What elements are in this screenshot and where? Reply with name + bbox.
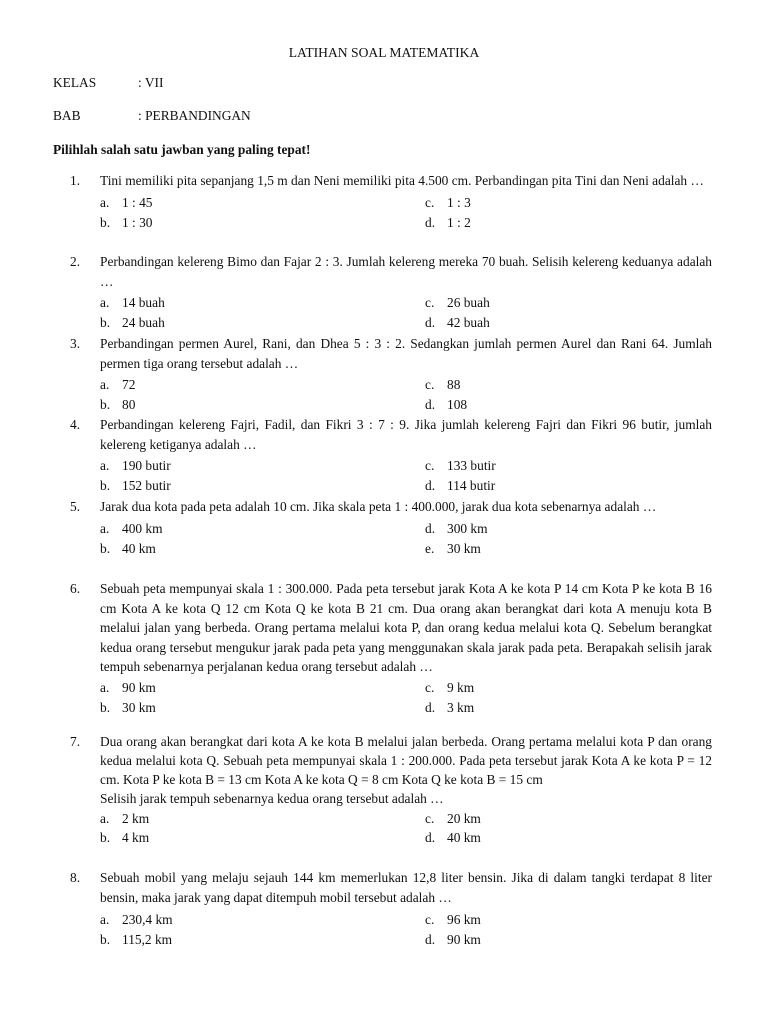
question-text: Sebuah mobil yang melaju sejauh 144 km memerlukan 12,8 liter bensin. Jika di dalam tangki terdapat 8 liter bensin, maka jarak yang dapat ditempuh mobil tersebut adalah … — [100, 870, 712, 905]
question-5 — [70, 497, 712, 559]
option-text: 24 buah — [122, 315, 165, 330]
bab-label: BAB — [53, 108, 81, 123]
option-text: 80 — [122, 397, 136, 412]
option-text: 133 butir — [447, 458, 496, 473]
option-text: 90 km — [122, 679, 156, 695]
options — [100, 678, 712, 716]
option-label: a. — [100, 811, 110, 826]
option-label: b. — [100, 830, 111, 845]
option-label: d. — [425, 699, 436, 715]
option-d — [425, 828, 481, 848]
option-label: c. — [425, 295, 435, 310]
option-label: d. — [425, 932, 436, 947]
option-label: a. — [100, 194, 110, 210]
option-a — [100, 375, 135, 395]
option-text: 1 : 3 — [447, 194, 471, 210]
question-6 — [70, 579, 712, 716]
option-text: 40 km — [122, 540, 156, 556]
option-label: d. — [425, 520, 436, 536]
question-1 — [70, 171, 712, 233]
option-text: 190 butir — [122, 458, 171, 473]
question-subtext: Selisih jarak tempuh sebenarnya kedua orang tersebut adalah … — [100, 791, 444, 806]
question-number: 1. — [70, 173, 81, 188]
instruction: Pilihlah salah satu jawban yang paling tepat! — [53, 142, 311, 157]
question-text: Tini memiliki pita sepanjang 1,5 m dan Neni memiliki pita 4.500 cm. Perbandingan pita Tini dan Neni adalah … — [100, 173, 704, 188]
question-8 — [70, 868, 712, 950]
option-c — [425, 293, 490, 313]
options — [100, 456, 712, 496]
option-b — [100, 539, 156, 559]
option-label: d. — [425, 830, 436, 845]
option-d — [425, 519, 488, 539]
option-b — [100, 313, 165, 333]
option-label: b. — [100, 315, 111, 330]
question-number: 7. — [70, 734, 81, 749]
options — [100, 293, 712, 333]
option-text: 152 butir — [122, 478, 171, 493]
option-b — [100, 476, 171, 496]
option-c — [425, 193, 471, 213]
option-b — [100, 395, 135, 415]
option-text: 115,2 km — [122, 932, 173, 947]
option-text: 96 km — [447, 912, 481, 927]
option-label: e. — [425, 540, 435, 556]
question-text: Perbandingan kelereng Fajri, Fadil, dan Fikri 3 : 7 : 9. Jika jumlah kelereng Fajri dan Fikri 96 butir, jumlah kelereng ketiganya adalah … — [100, 417, 712, 452]
option-label: c. — [425, 811, 435, 826]
question-4 — [70, 415, 712, 496]
option-text: 30 km — [447, 540, 481, 556]
option-a — [100, 678, 156, 698]
page-title: LATIHAN SOAL MATEMATIKA — [288, 45, 480, 60]
option-text: 300 km — [447, 520, 488, 536]
option-label: b. — [100, 540, 111, 556]
option-c — [425, 678, 474, 698]
bab-value: : PERBANDINGAN — [138, 108, 251, 123]
option-text: 4 km — [122, 830, 150, 845]
option-label: b. — [100, 214, 111, 230]
option-d — [425, 930, 481, 950]
question-3 — [70, 334, 712, 415]
question-number: 2. — [70, 254, 81, 269]
option-label: a. — [100, 377, 110, 392]
option-label: b. — [100, 932, 111, 947]
option-label: c. — [425, 194, 435, 210]
option-label: c. — [425, 912, 435, 927]
option-label: a. — [100, 520, 110, 536]
options — [100, 519, 712, 559]
option-a — [100, 193, 153, 213]
question-number: 4. — [70, 417, 81, 432]
options — [100, 809, 712, 847]
question-text: Dua orang akan berangkat dari kota A ke kota B melalui jalan berbeda. Orang pertama melalui kota P dan orang kedua melalui kota Q. Sebuah peta mempunyai skala 1 : 200.000. Pada peta tersebut jarak Kota A ke kota P = 12 cm. Kota P ke kota B = 13 cm Kota A ke kota Q = 8 cm Kota Q ke kota B = 15 cm — [100, 734, 712, 787]
option-label: c. — [425, 377, 435, 392]
options — [100, 375, 712, 415]
options — [100, 193, 712, 233]
option-b — [100, 698, 156, 718]
option-text: 88 — [447, 377, 461, 392]
question-text: Sebuah peta mempunyai skala 1 : 300.000. Pada peta tersebut jarak Kota A ke kota P 14 cm Kota P ke kota B 16 cm Kota A ke kota Q 12 cm Kota Q ke kota B 21 cm. Dua orang akan berangkat dari kota A menuju kota B melalui jalan yang berbeda. Orang pertama melalui kota P, dan orang kedua melalui kota Q. Sebelum berangkat kedua orang tersebut mengukur jarak pada peta yang menggunakan skala jarak pada peta. Berapakah selisih jarak tempuh sebenarnya perjalanan kedua orang tersebut adalah … — [100, 581, 712, 674]
option-text: 72 — [122, 377, 136, 392]
option-label: d. — [425, 315, 436, 330]
option-label: d. — [425, 214, 436, 230]
option-label: a. — [100, 295, 110, 310]
option-a — [100, 910, 173, 930]
option-c — [425, 375, 460, 395]
option-label: a. — [100, 912, 110, 927]
option-e — [425, 539, 481, 559]
option-label: a. — [100, 458, 110, 473]
option-a — [100, 293, 165, 313]
option-label: d. — [425, 478, 436, 493]
option-a — [100, 809, 149, 829]
option-text: 3 km — [447, 699, 475, 715]
option-d — [425, 213, 471, 233]
kelas-value: : VII — [138, 75, 164, 90]
option-d — [425, 395, 467, 415]
option-c — [425, 910, 481, 930]
option-text: 230,4 km — [122, 912, 173, 927]
option-label: c. — [425, 679, 435, 695]
kelas-row — [53, 73, 163, 93]
option-label: a. — [100, 679, 110, 695]
question-text: Jarak dua kota pada peta adalah 10 cm. Jika skala peta 1 : 400.000, jarak dua kota sebenarnya adalah … — [100, 499, 657, 514]
bab-row — [53, 106, 251, 126]
kelas-label: KELAS — [53, 75, 97, 90]
option-a — [100, 519, 163, 539]
option-text: 26 buah — [447, 295, 490, 310]
option-c — [425, 456, 496, 476]
option-label: b. — [100, 397, 111, 412]
question-7 — [70, 732, 712, 847]
question-text: Perbandingan kelereng Bimo dan Fajar 2 : 3. Jumlah kelereng mereka 70 buah. Selisih kelereng keduanya adalah … — [100, 254, 712, 289]
option-text: 1 : 45 — [122, 194, 153, 210]
option-b — [100, 213, 153, 233]
question-number: 6. — [70, 581, 81, 596]
option-text: 400 km — [122, 520, 163, 536]
option-text: 20 km — [447, 811, 481, 826]
option-d — [425, 476, 495, 496]
option-text: 1 : 2 — [447, 214, 471, 230]
question-number: 5. — [70, 499, 81, 514]
option-label: b. — [100, 699, 111, 715]
option-label: d. — [425, 397, 436, 412]
option-text: 42 buah — [447, 315, 490, 330]
option-text: 108 — [447, 397, 468, 412]
option-label: c. — [425, 458, 435, 473]
option-label: b. — [100, 478, 111, 493]
question-number: 8. — [70, 870, 81, 885]
options — [100, 910, 712, 950]
question-text: Perbandingan permen Aurel, Rani, dan Dhea 5 : 3 : 2. Sedangkan jumlah permen Aurel dan Rani 64. Jumlah permen tiga orang tersebut adalah … — [100, 336, 712, 371]
option-text: 1 : 30 — [122, 214, 153, 230]
option-text: 40 km — [447, 830, 481, 845]
option-c — [425, 809, 481, 829]
option-text: 14 buah — [122, 295, 165, 310]
option-d — [425, 698, 474, 718]
option-text: 2 km — [122, 811, 150, 826]
option-text: 30 km — [122, 699, 156, 715]
option-text: 114 butir — [447, 478, 496, 493]
option-text: 9 km — [447, 679, 475, 695]
question-number: 3. — [70, 336, 81, 351]
option-b — [100, 930, 172, 950]
option-text: 90 km — [447, 932, 481, 947]
question-2 — [70, 252, 712, 333]
option-d — [425, 313, 490, 333]
option-a — [100, 456, 171, 476]
option-b — [100, 828, 149, 848]
